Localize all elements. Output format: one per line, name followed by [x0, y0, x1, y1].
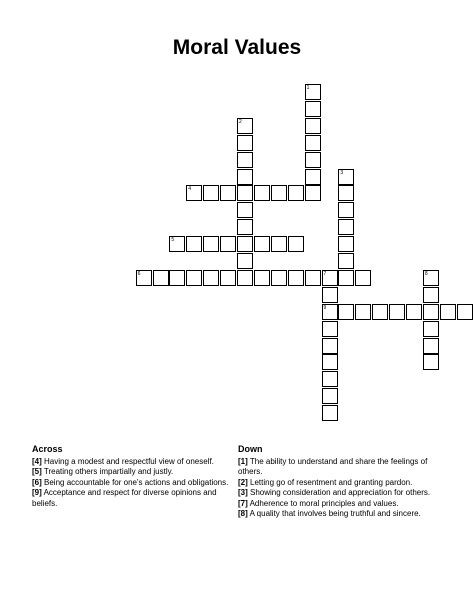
grid-cell[interactable] — [338, 202, 354, 218]
grid-cell[interactable] — [423, 270, 439, 286]
grid-cell[interactable] — [322, 405, 338, 421]
grid-cell[interactable] — [288, 236, 304, 252]
clue-down-7 — [238, 499, 443, 510]
clue-down-1 — [238, 457, 443, 478]
grid-cell[interactable] — [322, 304, 338, 320]
grid-cell[interactable] — [153, 270, 169, 286]
clue-across-4 — [32, 457, 232, 468]
grid-cell[interactable] — [322, 354, 338, 370]
across-heading: Across — [32, 444, 63, 454]
clue-across-9 — [32, 488, 232, 509]
clue-text: Adherence to moral principles and values. — [249, 498, 399, 508]
grid-cell[interactable] — [136, 270, 152, 286]
down-clues — [238, 444, 443, 520]
grid-cell[interactable] — [305, 169, 321, 185]
clue-text: A quality that involves being truthful and sincere. — [249, 509, 421, 518]
grid-cell[interactable] — [237, 118, 253, 134]
puzzle-title: Moral Values — [172, 36, 302, 59]
grid-cell[interactable] — [169, 270, 185, 286]
grid-cell[interactable] — [186, 236, 202, 252]
grid-cell[interactable] — [305, 135, 321, 151]
clue-down-2 — [238, 478, 443, 489]
across-clues — [32, 444, 232, 509]
grid-cell[interactable] — [338, 169, 354, 185]
clue-down-3 — [238, 488, 443, 499]
clue-number: [1] — [238, 456, 248, 466]
clue-number: [2] — [238, 477, 248, 487]
clue-number: [5] — [32, 467, 42, 476]
cell-number: 5 — [171, 237, 175, 244]
grid-cell[interactable] — [237, 135, 253, 151]
cell-number: 7 — [323, 270, 327, 277]
cell-number: 3 — [340, 169, 344, 176]
clue-text: Letting go of resentment and granting pardon. — [250, 477, 413, 487]
grid-cell[interactable] — [322, 338, 338, 354]
clue-text: Having a modest and respectful view of oneself. — [44, 456, 214, 466]
grid-cell[interactable] — [220, 270, 236, 286]
grid-cell[interactable] — [406, 304, 422, 320]
clue-text: The ability to understand and share the feelings of others. — [238, 456, 428, 476]
grid-cell[interactable] — [423, 304, 439, 320]
cell-number: 8 — [424, 270, 428, 277]
clue-across-5 — [32, 467, 232, 478]
grid-cell[interactable] — [237, 253, 253, 269]
cell-number: 2 — [239, 118, 242, 125]
clue-text: Showing consideration and appreciation for others. — [250, 488, 431, 497]
clue-number: [9] — [32, 488, 42, 497]
clue-number: [8] — [238, 509, 248, 518]
clue-down-8 — [238, 509, 443, 520]
grid-cell[interactable] — [305, 84, 321, 100]
down-heading: Down — [238, 444, 263, 454]
grid-cell[interactable] — [254, 236, 270, 252]
grid-cell[interactable] — [322, 270, 338, 286]
grid-cell[interactable] — [322, 371, 338, 387]
grid-cell[interactable] — [355, 304, 371, 320]
grid-cell[interactable] — [305, 118, 321, 134]
grid-cell[interactable] — [271, 185, 287, 201]
grid-cell[interactable] — [254, 270, 270, 286]
grid-cell[interactable] — [237, 202, 253, 218]
grid-cell[interactable] — [305, 270, 321, 286]
grid-cell[interactable] — [237, 169, 253, 185]
grid-cell[interactable] — [220, 185, 236, 201]
grid-cell[interactable] — [186, 185, 202, 201]
grid-cell[interactable] — [322, 388, 338, 404]
grid-cell[interactable] — [457, 304, 473, 320]
grid-cell[interactable] — [338, 304, 354, 320]
grid-cell[interactable] — [271, 236, 287, 252]
clue-text: Being accountable for one's actions and obligations. — [44, 477, 229, 487]
grid-cell[interactable] — [338, 253, 354, 269]
grid-cell[interactable] — [271, 270, 287, 286]
clue-number: [4] — [32, 456, 42, 466]
cell-number: 1 — [306, 85, 310, 91]
clue-number: [3] — [238, 488, 248, 497]
grid-cell[interactable] — [305, 152, 321, 168]
grid-cell[interactable] — [237, 185, 253, 201]
grid-cell[interactable] — [237, 236, 253, 252]
grid-cell[interactable] — [355, 270, 371, 286]
grid-cell[interactable] — [338, 270, 354, 286]
grid-cell[interactable] — [237, 219, 253, 235]
grid-cell[interactable] — [305, 185, 321, 201]
grid-cell[interactable] — [237, 152, 253, 168]
grid-cell[interactable] — [203, 236, 219, 252]
grid-cell[interactable] — [322, 287, 338, 303]
grid-cell[interactable] — [423, 287, 439, 303]
grid-cell[interactable] — [220, 236, 236, 252]
cell-number: 4 — [188, 186, 192, 193]
grid-cell[interactable] — [322, 321, 338, 337]
grid-cell[interactable] — [254, 185, 270, 201]
grid-cell[interactable] — [203, 270, 219, 286]
grid-cell[interactable] — [440, 304, 456, 320]
grid-cell[interactable] — [423, 338, 439, 354]
clue-text: Acceptance and respect for diverse opinions and beliefs. — [32, 488, 217, 508]
clue-number: [6] — [32, 477, 42, 487]
grid-cell[interactable] — [338, 219, 354, 235]
clue-number: [7] — [238, 498, 248, 508]
grid-cell[interactable] — [423, 321, 439, 337]
grid-cell[interactable] — [372, 304, 388, 320]
grid-cell[interactable] — [389, 304, 405, 320]
cell-number: 6 — [137, 270, 141, 277]
grid-cell[interactable] — [423, 354, 439, 370]
grid-cell[interactable] — [288, 270, 304, 286]
clue-across-6 — [32, 478, 232, 489]
grid-cell[interactable] — [338, 185, 354, 201]
grid-cell[interactable] — [288, 185, 304, 201]
grid-cell[interactable] — [169, 236, 185, 252]
grid-cell[interactable] — [338, 236, 354, 252]
grid-cell[interactable] — [305, 101, 321, 117]
grid-cell[interactable] — [203, 185, 219, 201]
cell-number: 9 — [323, 304, 327, 311]
grid-cell[interactable] — [186, 270, 202, 286]
grid-cell[interactable] — [237, 270, 253, 286]
clue-text: Treating others impartially and justly. — [43, 467, 174, 476]
